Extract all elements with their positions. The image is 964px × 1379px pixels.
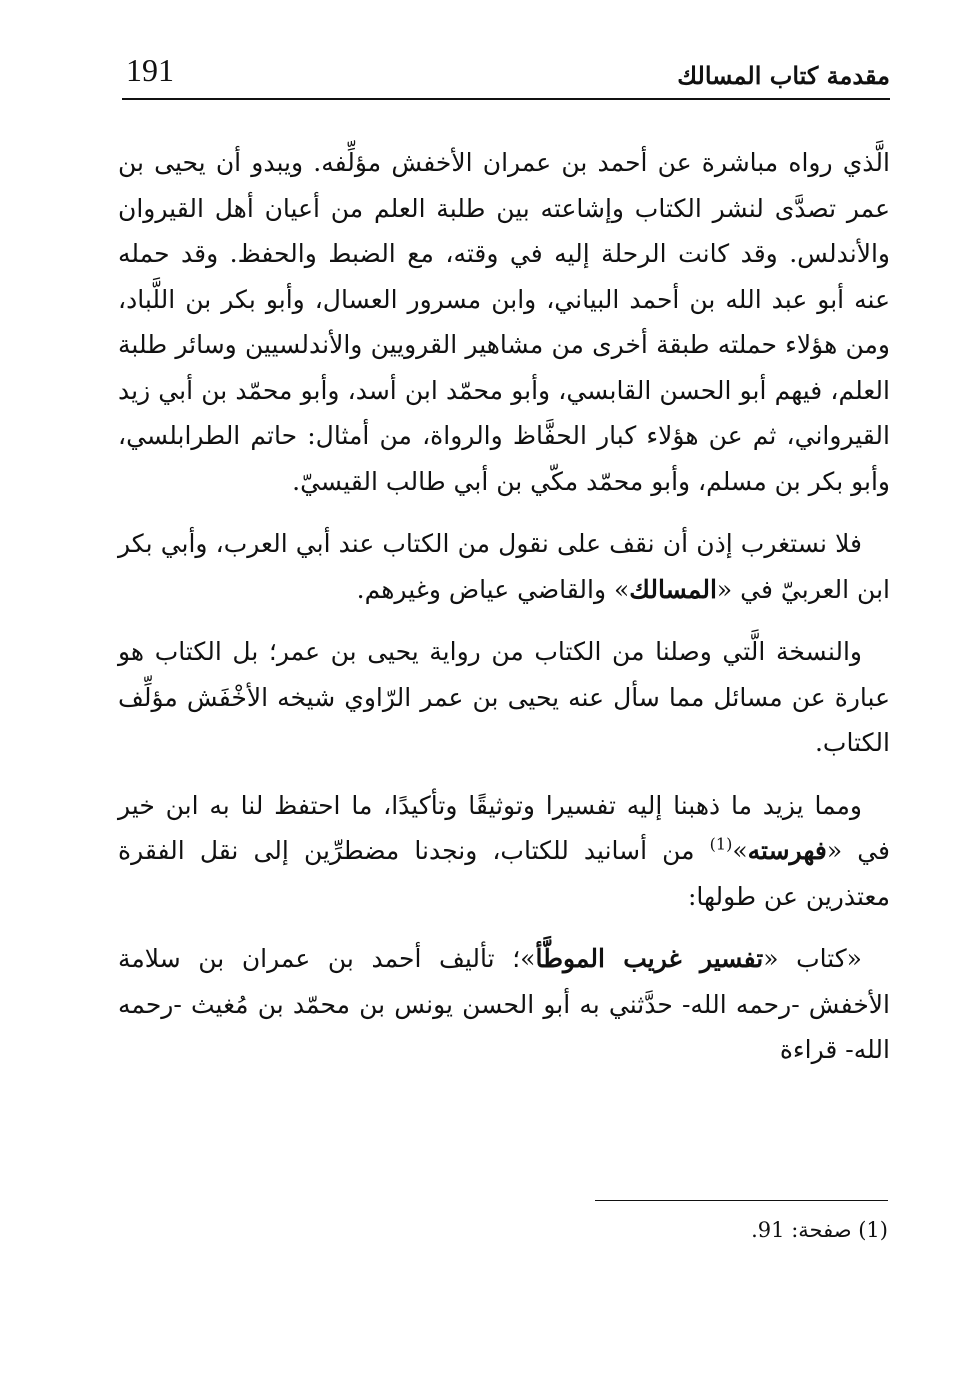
page-number: 191 <box>126 52 174 88</box>
paragraph-1-text: الَّذي رواه مباشرة عن أحمد بن عمران الأخفش مؤلِّفه. ويبدو أن يحيى بن عمر تصدَّى لنشر الكتاب وإشاعته بين طلبة العلم من أعيان أهل القيروان والأندلس. وقد كانت الرحلة إليه في وقته، مع الضبط والحفظ. وقد حمله عنه أبو عبد الله بن أحمد البياني، وابن مسرور العسال، وأبو بكر بن اللَّباد، ومن هؤلاء حملته طبقة أخرى من مشاهير القرويين والأندلسيين وسائر طلبة العلم، فيهم أبو الحسن القابسي، وأبو محمّد ابن أسد، وأبو محمّد بن أبي زيد القيرواني، ثم عن هؤلاء كبار الحفَّاظ والرواة، من أمثال: حاتم الطرابلسي، وأبو بكر بن مسلم، وأبو محمّد مكّي بن أبي طالب القيسيّ. <box>118 148 890 496</box>
paragraph-2-text-b: » والقاضي عياض وغيرهم. <box>356 574 630 604</box>
paragraph-4-text-b: من أسانيد للكتاب، ونجدنا مضطرِّين إلى نقل الفقرة معتذرين عن طولها: <box>118 836 890 911</box>
running-title: مقدمة كتاب المسالك <box>677 61 890 90</box>
paragraph-5 <box>118 936 890 1073</box>
paragraph-1 <box>118 140 890 504</box>
paragraph-4 <box>118 783 890 920</box>
body-text <box>118 140 890 1090</box>
paragraph-3-text: والنسخة الَّتي وصلنا من الكتاب من رواية يحيى بن عمر؛ بل الكتاب هو عبارة عن مسائل مما سأل عنه يحيى بن عمر الرّاوي شيخه الأخْفَش مؤلِّف الكتاب. <box>118 637 890 757</box>
page-header <box>122 42 890 100</box>
paragraph-3 <box>118 629 890 766</box>
footnote-reference: (1) <box>709 834 733 854</box>
book-title-fahrasa: فهرسته <box>747 836 827 865</box>
footnote-divider <box>595 1200 888 1201</box>
paragraph-5-text-b: »؛ تأليف أحمد بن عمران بن سلامة الأخفش -رحمه الله- حدَّثني به أبو الحسن يونس بن محمّد بن مُغيث -رحمه الله- قراءة <box>118 944 890 1064</box>
paragraph-2-text-a: فلا نستغرب إذن أن نقف على نقول من الكتاب عند أبي العرب، وأبي بكر ابن العربيّ في « <box>118 529 890 604</box>
paragraph-4-text-a: ومما يزيد ما ذهبنا إليه تفسيرا وتوثيقًا وتأكيدًا، ما احتفظ لنا به ابن خير في « <box>118 790 891 865</box>
book-title-gharib: تفسير غريب الموطَّأ <box>535 944 764 973</box>
paragraph-2 <box>118 521 890 612</box>
footnote: (1) صفحة: 91. <box>751 1218 888 1242</box>
book-title-masalik: المسالك <box>629 574 717 604</box>
paragraph-4-quote-close: » <box>732 836 748 865</box>
paragraph-5-text-a: «كتاب « <box>763 944 862 973</box>
